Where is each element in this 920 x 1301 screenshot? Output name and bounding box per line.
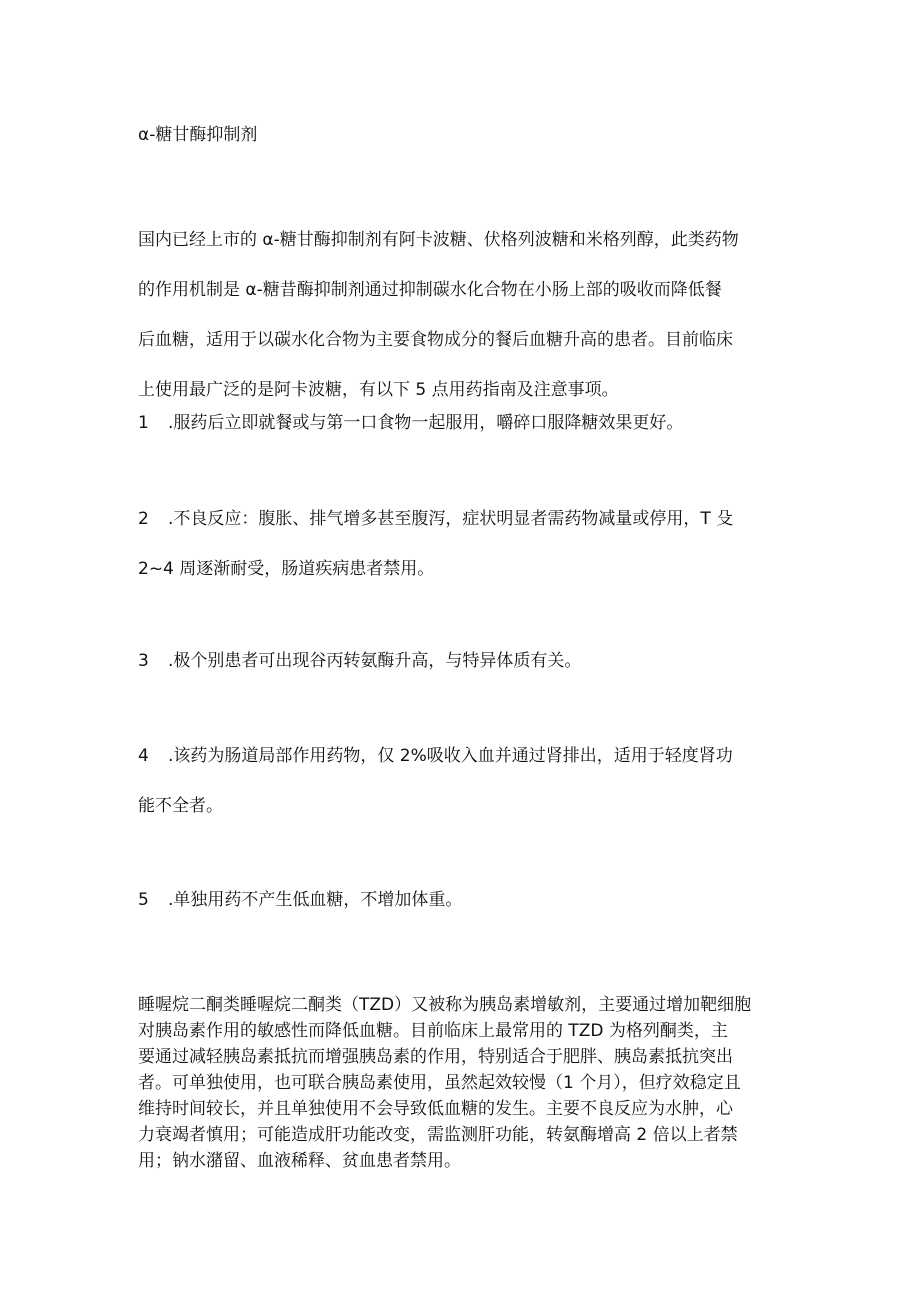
list-item-number: 1: [138, 413, 149, 433]
list-item-4: [138, 731, 733, 831]
tzd-paragraph: [138, 992, 751, 1174]
list-item-text: .极个别患者可出现谷丙转氨酶升高，与特异体质有关。: [168, 651, 582, 671]
tzd-line: 用；钠水潴留、血液稀释、贫血患者禁用。: [138, 1151, 461, 1171]
tzd-line: 睡喔烷二酮类睡喔烷二酮类（TZD）又被称为胰岛素增敏剂，主要通过增加靶细胞: [138, 995, 752, 1015]
intro-line: 的作用机制是 α-糖昔酶抑制剂通过抑制碳水化合物在小肠上部的吸收而降低餐: [138, 280, 722, 300]
intro-line: 后血糖，适用于以碳水化合物为主要食物成分的餐后血糖升高的患者。目前临床: [138, 330, 733, 350]
list-item-2: [138, 494, 733, 594]
list-item-text: .该药为肠道局部作用药物，仅 2%吸收入血并通过肾排出，适用于轻度肾功: [168, 746, 733, 766]
list-item-number: 3: [138, 651, 149, 671]
intro-line: 国内已经上市的 α-糖甘酶抑制剂有阿卡波糖、伏格列波糖和米格列醇，此类药物: [138, 230, 739, 250]
list-item-number: 5: [138, 890, 149, 910]
list-item-text-continued: 能不全者。: [138, 796, 223, 816]
list-item-1: [138, 398, 683, 448]
tzd-line: 者。可单独使用，也可联合胰岛素使用，虽然起效较慢（1 个月），但疗效稳定且: [138, 1073, 741, 1093]
tzd-line: 对胰岛素作用的敏感性而降低血糖。目前临床上最常用的 TZD 为格列酮类，主: [138, 1021, 728, 1041]
list-item-number: 4: [138, 746, 149, 766]
tzd-line: 要通过减轻胰岛素抵抗而增强胰岛素的作用，特别适合于肥胖、胰岛素抵抗突出: [138, 1047, 733, 1067]
list-item-text-continued: 2~4 周逐渐耐受，肠道疾病患者禁用。: [138, 559, 435, 579]
intro-line: 上使用最广泛的是阿卡波糖，有以下 5 点用药指南及注意事项。: [138, 380, 619, 400]
list-item-number: 2: [138, 509, 149, 529]
list-item-5: [138, 875, 462, 925]
tzd-line: 力衰竭者慎用；可能造成肝功能改变，需监测肝功能，转氨酶增高 2 倍以上者禁: [138, 1125, 738, 1145]
list-item-3: [138, 636, 581, 686]
tzd-line: 维持时间较长，并且单独使用不会导致低血糖的发生。主要不良反应为水肿，心: [138, 1099, 733, 1119]
list-item-text: .单独用药不产生低血糖，不增加体重。: [168, 890, 463, 910]
list-item-text: .服药后立即就餐或与第一口食物一起服用，嚼碎口服降糖效果更好。: [168, 413, 684, 433]
list-item-text: .不良反应：腹胀、排气增多甚至腹泻，症状明显者需药物减量或停用，T 殳: [168, 509, 734, 529]
section-heading: α-糖甘酶抑制剂: [138, 125, 258, 145]
intro-paragraph: [138, 215, 788, 415]
